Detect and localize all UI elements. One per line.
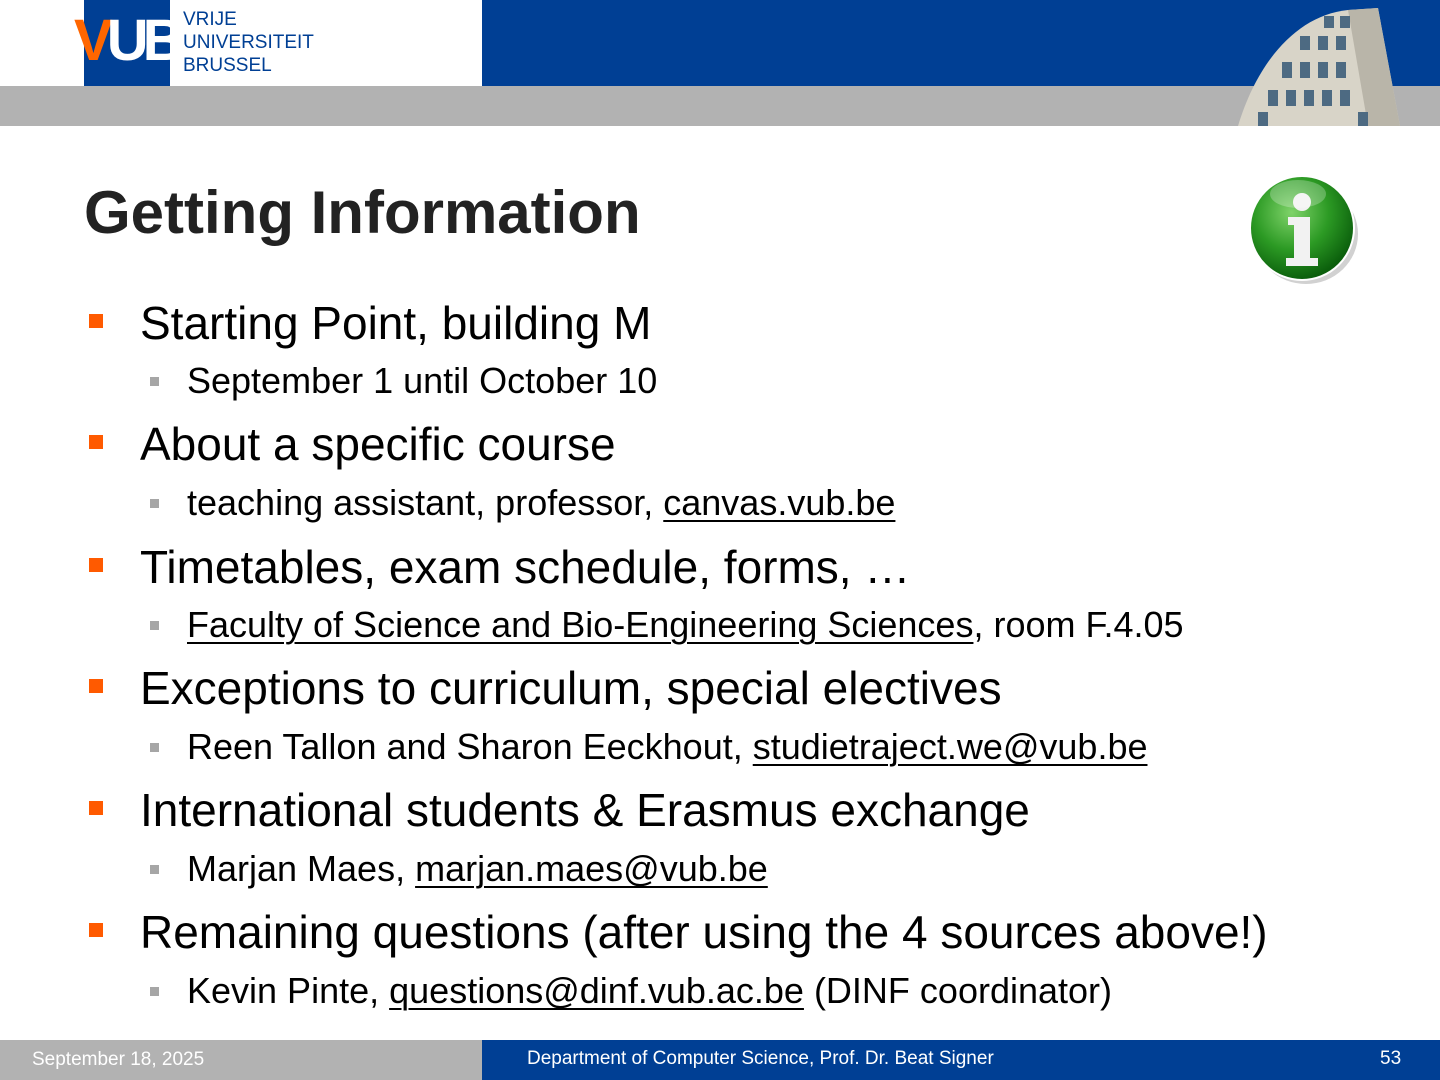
bullet-marker — [89, 923, 103, 937]
logo-line-1: VRIJE — [183, 9, 237, 30]
sub-bullet-text: Marjan Maes, — [187, 848, 416, 889]
sub-bullet-text: , room F.4.05 — [973, 604, 1184, 645]
logo-line-3: BRUSSEL — [183, 55, 272, 76]
sub-bullet-item — [187, 726, 1148, 768]
link[interactable]: marjan.maes@vub.be — [415, 848, 768, 889]
sub-bullet-text: (DINF coordinator) — [803, 970, 1113, 1011]
bullet-item: Remaining questions (after using the 4 sources above!) — [140, 906, 1268, 958]
sub-bullet-item — [187, 970, 1112, 1012]
link[interactable]: canvas.vub.be — [663, 482, 896, 523]
sub-bullet-text: Reen Tallon and Sharon Eeckhout, — [187, 726, 753, 767]
sub-bullet-marker — [150, 377, 159, 386]
sub-bullet-item — [187, 604, 1184, 646]
page-title: Getting Information — [84, 179, 641, 246]
sub-bullet-marker — [150, 865, 159, 874]
building-photo — [1228, 0, 1408, 126]
page-number: 53 — [1380, 1048, 1402, 1069]
sub-bullet-marker — [150, 987, 159, 996]
bullet-item: About a specific course — [140, 418, 616, 470]
header-stripe — [0, 86, 1440, 126]
sub-bullet-item — [187, 360, 657, 402]
info-icon — [1248, 172, 1360, 284]
bullet-marker — [89, 314, 103, 328]
logo-line-2: UNIVERSITEIT — [183, 32, 314, 53]
bullet-item: International students & Erasmus exchange — [140, 784, 1030, 836]
link[interactable]: studietraject.we@vub.be — [752, 726, 1148, 767]
sub-bullet-text: Kevin Pinte, — [187, 970, 390, 1011]
link[interactable]: questions@dinf.vub.ac.be — [389, 970, 804, 1011]
bullet-marker — [89, 679, 103, 693]
sub-bullet-marker — [150, 621, 159, 630]
bullet-marker — [89, 801, 103, 815]
bullet-marker — [89, 558, 103, 572]
link[interactable]: Faculty of Science and Bio-Engineering Sciences — [187, 604, 974, 645]
bullet-item: Timetables, exam schedule, forms, … — [140, 541, 911, 593]
vub-logo-mark: VUB — [74, 8, 179, 73]
sub-bullet-marker — [150, 499, 159, 508]
sub-bullet-marker — [150, 743, 159, 752]
footer-department: Department of Computer Science, Prof. Dr. Beat Signer — [527, 1048, 994, 1069]
bullet-item: Exceptions to curriculum, special electives — [140, 662, 1002, 714]
sub-bullet-item — [187, 482, 895, 524]
footer-date: September 18, 2025 — [32, 1049, 205, 1070]
sub-bullet-text: teaching assistant, professor, — [187, 482, 664, 523]
university-name — [183, 8, 314, 77]
sub-bullet-item — [187, 848, 768, 890]
bullet-item: Starting Point, building M — [140, 297, 652, 349]
bullet-marker — [89, 435, 103, 449]
sub-bullet-text: September 1 until October 10 — [187, 360, 658, 401]
